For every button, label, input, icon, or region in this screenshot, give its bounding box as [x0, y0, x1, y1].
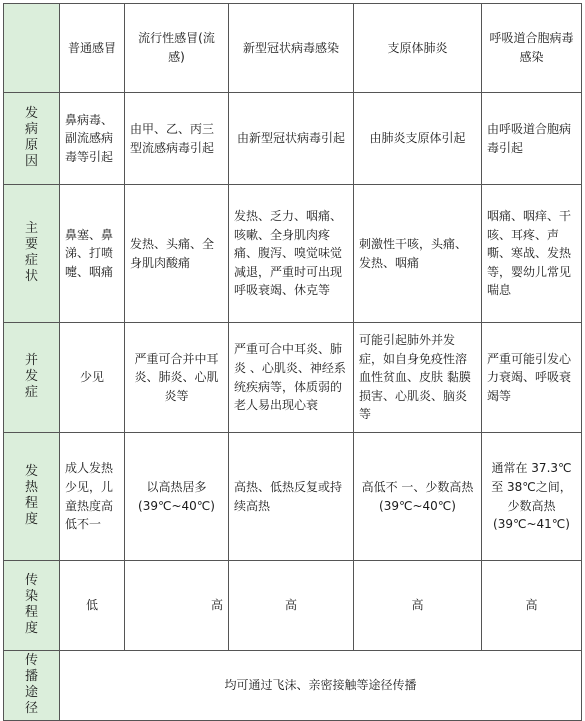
table-cell: 由新型冠状病毒引起 — [229, 93, 354, 185]
table-cell: 高热、低热反复或持续高热 — [229, 433, 354, 561]
table-cell: 由甲、乙、丙三型流感病毒引起 — [125, 93, 229, 185]
table-row-transmission — [4, 651, 582, 721]
table-cell: 刺激性干咳，头痛、发热、咽痛 — [354, 185, 482, 323]
table-row-contagiousness — [4, 561, 582, 651]
table-cell: 高低不 一、少数高热 (39℃~40℃) — [354, 433, 482, 561]
table-cell: 高 — [354, 561, 482, 651]
row-header-cause: 发病原因 — [4, 93, 60, 185]
row-header-fever: 发热程度 — [4, 433, 60, 561]
table-row-complications — [4, 323, 582, 433]
column-header-covid: 新型冠状病毒感染 — [229, 4, 354, 93]
table-cell: 以高热居多 (39℃~40℃) — [125, 433, 229, 561]
table-cell: 咽痛、咽痒、干咳、耳疼、声嘶、寒战、发热等，婴幼儿常见喘息 — [482, 185, 582, 323]
table-cell: 由呼吸道合胞病毒引起 — [482, 93, 582, 185]
row-header-transmission: 传播途径 — [4, 651, 60, 721]
table-cell: 鼻塞、鼻涕、打喷嚏、咽痛 — [60, 185, 125, 323]
corner-cell — [4, 4, 60, 93]
table-cell: 高 — [229, 561, 354, 651]
table-row-cause — [4, 93, 582, 185]
table-header-row — [4, 4, 582, 93]
table-cell: 严重可合中耳炎、肺 炎 、心肌炎、神经系统疾病等，体质弱的老人易出现心衰 — [229, 323, 354, 433]
table-cell: 少见 — [60, 323, 125, 433]
table-cell-merged: 均可通过飞沫、亲密接触等途径传播 — [60, 651, 582, 721]
table-cell: 鼻病毒、副流感病毒等引起 — [60, 93, 125, 185]
row-header-symptoms: 主要症状 — [4, 185, 60, 323]
column-header-influenza: 流行性感冒(流感) — [125, 4, 229, 93]
table-cell: 通常在 37.3℃至 38℃之间，少数高热 (39℃~41℃) — [482, 433, 582, 561]
column-header-mycoplasma: 支原体肺炎 — [354, 4, 482, 93]
table-cell: 可能引起肺外并发症，如自身免疫性溶血性贫血、皮肤 黏膜损害、心肌炎、脑炎等 — [354, 323, 482, 433]
table-cell: 低 — [60, 561, 125, 651]
row-header-complications: 并发症 — [4, 323, 60, 433]
table-cell: 成人发热少见，儿童热度高低不一 — [60, 433, 125, 561]
column-header-common-cold: 普通感冒 — [60, 4, 125, 93]
table-cell: 发热、乏力、咽痛、咳嗽、全身肌肉疼痛、腹泻、嗅觉味觉减退，严重时可出现呼吸衰竭、休克等 — [229, 185, 354, 323]
table-cell: 严重可合并中耳炎、肺炎、心肌炎等 — [125, 323, 229, 433]
table-cell: 由肺炎支原体引起 — [354, 93, 482, 185]
comparison-table — [3, 3, 582, 721]
column-header-rsv: 呼吸道合胞病毒感染 — [482, 4, 582, 93]
table-cell: 严重可能引发心力衰竭、呼吸衰竭等 — [482, 323, 582, 433]
table-cell: 高 — [125, 561, 229, 651]
table-cell: 发热、头痛、全身肌肉酸痛 — [125, 185, 229, 323]
table-row-fever — [4, 433, 582, 561]
table-row-symptoms — [4, 185, 582, 323]
row-header-contagiousness: 传染程度 — [4, 561, 60, 651]
table-cell: 高 — [482, 561, 582, 651]
